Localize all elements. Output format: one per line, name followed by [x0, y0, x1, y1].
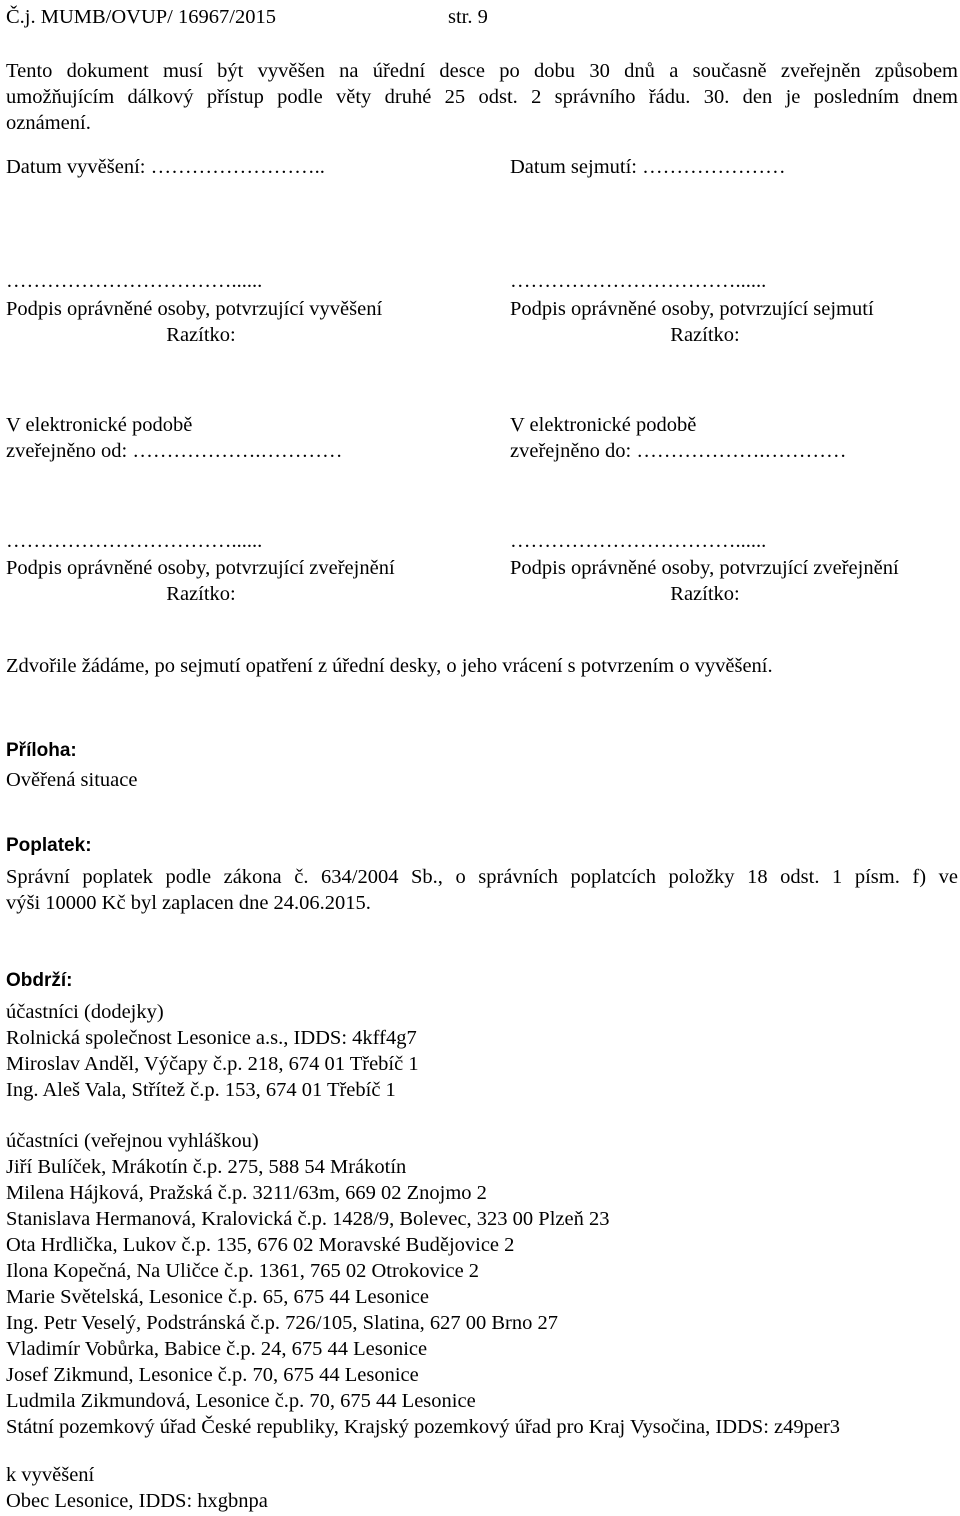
notice-line-2: umožňujícím dálkový přístup podle věty druhé 25 odst. 2 správního řádu. 30. den je posledním dnem [6, 86, 958, 108]
signature-caption-posting: Podpis oprávněné osoby, potvrzující vyvěšení [6, 298, 383, 320]
list-item: Ing. Aleš Vala, Střítež č.p. 153, 674 01 Třebíč 1 [6, 1079, 396, 1101]
signature-line-publish-from: ……………………………...... [6, 530, 263, 552]
electronic-from-label: V elektronické podobě [6, 414, 193, 436]
fee-line-1: Správní poplatek podle zákona č. 634/2004 Sb., o správních poplatcích položky 18 odst. 1 písm. f) ve [6, 866, 958, 888]
posting-notice [6, 58, 958, 136]
recipients-group-public-title: účastníci (veřejnou vyhláškou) [6, 1130, 259, 1152]
signature-line-removal: ……………………………...... [510, 270, 767, 292]
list-item: Státní pozemkový úřad České republiky, Krajský pozemkový úřad pro Kraj Vysočina, IDDS: z49per3 [6, 1416, 841, 1438]
removal-date-label: Datum sejmutí: ………………… [510, 156, 786, 178]
notice-line-1: Tento dokument musí být vyvěšen na úřední desce po dobu 30 dnů a současně zveřejněn způsobem [6, 60, 958, 82]
list-item: Ludmila Zikmundová, Lesonice č.p. 70, 675 44 Lesonice [6, 1390, 476, 1412]
fee-heading: Poplatek: [6, 835, 92, 856]
signature-caption-removal: Podpis oprávněné osoby, potvrzující sejmutí [510, 298, 874, 320]
posting-date-label: Datum vyvěšení: …………………….. [6, 156, 325, 178]
electronic-to-date: zveřejněno do: ……………….………… [510, 440, 847, 462]
list-item: Milena Hájková, Pražská č.p. 3211/63m, 669 02 Znojmo 2 [6, 1182, 487, 1204]
list-item: Josef Zikmund, Lesonice č.p. 70, 675 44 Lesonice [6, 1364, 419, 1386]
recipients-group-public [6, 1154, 840, 1440]
recipients-heading: Obdrží: [6, 970, 73, 991]
list-item: Rolnická společnost Lesonice a.s., IDDS: 4kff4g7 [6, 1027, 417, 1049]
fee-line-2: výši 10000 Kč byl zaplacen dne 24.06.2015. [6, 892, 371, 914]
notice-line-3: oznámení. [6, 112, 91, 134]
attachment-heading: Příloha: [6, 740, 77, 761]
list-item: Ing. Petr Veselý, Podstránská č.p. 726/105, Slatina, 627 00 Brno 27 [6, 1312, 558, 1334]
list-item: Obec Lesonice, IDDS: hxgbnpa [6, 1490, 268, 1512]
list-item: Stanislava Hermanová, Kralovická č.p. 1428/9, Bolevec, 323 00 Plzeň 23 [6, 1208, 610, 1230]
recipients-group-delivery [6, 1025, 419, 1103]
recipients-group-posting-title: k vyvěšení [6, 1464, 95, 1486]
signature-caption-publish-to: Podpis oprávněné osoby, potvrzující zveřejnění [510, 557, 899, 579]
page-number: str. 9 [448, 6, 488, 28]
signature-line-posting: ……………………………...... [6, 270, 263, 292]
stamp-label-posting: Razítko: [166, 324, 236, 346]
recipients-group-posting [6, 1488, 268, 1514]
attachment-text: Ověřená situace [6, 769, 138, 791]
electronic-from-date: zveřejněno od: ……………….………… [6, 440, 343, 462]
stamp-label-removal: Razítko: [670, 324, 740, 346]
list-item: Miroslav Anděl, Výčapy č.p. 218, 674 01 Třebíč 1 [6, 1053, 419, 1075]
fee-text [6, 864, 958, 916]
signature-caption-publish-from: Podpis oprávněné osoby, potvrzující zveřejnění [6, 557, 395, 579]
list-item: Jiří Bulíček, Mrákotín č.p. 275, 588 54 Mrákotín [6, 1156, 407, 1178]
stamp-label-publish-to: Razítko: [670, 583, 740, 605]
signature-line-publish-to: ……………………………...... [510, 530, 767, 552]
document-reference: Č.j. MUMB/OVUP/ 16967/2015 [6, 6, 276, 28]
return-request: Zdvořile žádáme, po sejmutí opatření z úřední desky, o jeho vrácení s potvrzením o vyvěšení. [6, 655, 773, 677]
list-item: Marie Světelská, Lesonice č.p. 65, 675 44 Lesonice [6, 1286, 429, 1308]
stamp-label-publish-from: Razítko: [166, 583, 236, 605]
list-item: Ilona Kopečná, Na Uličce č.p. 1361, 765 02 Otrokovice 2 [6, 1260, 480, 1282]
recipients-group-delivery-title: účastníci (dodejky) [6, 1001, 164, 1023]
electronic-to-label: V elektronické podobě [510, 414, 697, 436]
list-item: Ota Hrdlička, Lukov č.p. 135, 676 02 Moravské Budějovice 2 [6, 1234, 515, 1256]
list-item: Vladimír Vobůrka, Babice č.p. 24, 675 44 Lesonice [6, 1338, 428, 1360]
